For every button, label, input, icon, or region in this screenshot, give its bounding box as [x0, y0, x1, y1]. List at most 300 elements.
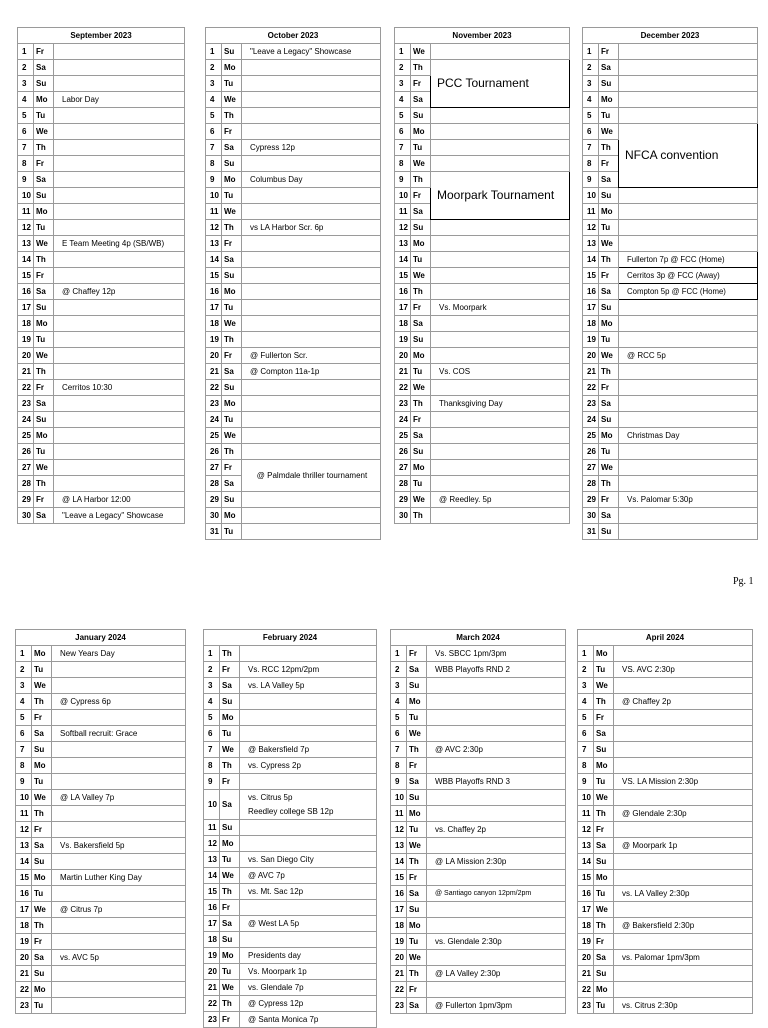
day-event — [242, 396, 381, 412]
day-number: 10 — [391, 790, 407, 806]
day-of-week: Sa — [411, 204, 431, 220]
day-row — [204, 1012, 377, 1028]
day-row — [16, 822, 186, 838]
day-row — [16, 854, 186, 870]
day-number: 19 — [16, 934, 32, 950]
day-of-week: Tu — [407, 710, 427, 726]
day-event — [431, 284, 570, 300]
day-number: 12 — [18, 220, 34, 236]
day-number: 20 — [206, 348, 222, 364]
day-row — [204, 884, 377, 900]
day-event — [242, 188, 381, 204]
day-number: 3 — [204, 678, 220, 694]
month-title: February 2024 — [204, 630, 377, 646]
day-number: 15 — [206, 268, 222, 284]
day-event — [54, 124, 185, 140]
day-event: Labor Day — [54, 92, 185, 108]
day-of-week: Fr — [407, 758, 427, 774]
day-row — [206, 380, 381, 396]
day-number: 12 — [206, 220, 222, 236]
day-event — [427, 950, 566, 966]
day-number: 12 — [391, 822, 407, 838]
day-of-week: Fr — [34, 380, 54, 396]
day-number: 3 — [18, 76, 34, 92]
day-number: 18 — [206, 316, 222, 332]
day-row — [391, 694, 566, 710]
day-event — [242, 508, 381, 524]
day-row — [395, 220, 570, 236]
day-number: 13 — [395, 236, 411, 252]
day-event — [240, 710, 377, 726]
month-table — [17, 27, 185, 524]
day-event: vs. LA Valley 2:30p — [614, 886, 753, 902]
day-number: 7 — [204, 742, 220, 758]
day-number: 3 — [391, 678, 407, 694]
day-row — [204, 996, 377, 1012]
day-row — [206, 220, 381, 236]
day-number: 12 — [583, 220, 599, 236]
day-of-week: Th — [32, 694, 52, 710]
day-number: 27 — [583, 460, 599, 476]
day-of-week: Th — [599, 252, 619, 268]
day-number: 12 — [395, 220, 411, 236]
day-number: 10 — [204, 790, 220, 820]
day-of-week: Tu — [222, 76, 242, 92]
day-row — [18, 316, 185, 332]
day-of-week: Th — [599, 140, 619, 156]
day-of-week: Tu — [32, 886, 52, 902]
day-number: 10 — [18, 188, 34, 204]
day-event: Martin Luther King Day — [52, 870, 186, 886]
day-event: @ West LA 5p — [240, 916, 377, 932]
day-row — [204, 758, 377, 774]
day-number: 8 — [395, 156, 411, 172]
day-row — [578, 678, 753, 694]
day-of-week: Fr — [222, 236, 242, 252]
day-of-week: We — [599, 124, 619, 140]
day-number: 13 — [16, 838, 32, 854]
day-event — [54, 364, 185, 380]
day-of-week: We — [220, 742, 240, 758]
day-event — [431, 156, 570, 172]
day-number: 23 — [578, 998, 594, 1014]
day-row — [16, 870, 186, 886]
day-row — [578, 822, 753, 838]
day-event — [240, 790, 377, 820]
day-row — [578, 886, 753, 902]
day-row — [578, 726, 753, 742]
day-number: 16 — [391, 886, 407, 902]
day-of-week: Sa — [32, 838, 52, 854]
day-row — [204, 742, 377, 758]
day-of-week: Mo — [220, 948, 240, 964]
day-row — [395, 124, 570, 140]
day-of-week: Sa — [222, 140, 242, 156]
day-event: @ LA Harbor 12:00 — [54, 492, 185, 508]
day-of-week: Fr — [599, 44, 619, 60]
day-row — [395, 476, 570, 492]
day-event — [54, 76, 185, 92]
day-of-week: Mo — [594, 758, 614, 774]
day-row — [578, 934, 753, 950]
day-of-week: Fr — [411, 188, 431, 204]
day-number: 19 — [18, 332, 34, 348]
day-row — [206, 252, 381, 268]
day-row — [18, 236, 185, 252]
day-row — [16, 966, 186, 982]
day-event — [431, 412, 570, 428]
day-number: 15 — [18, 268, 34, 284]
day-row — [206, 332, 381, 348]
day-of-week: Fr — [407, 870, 427, 886]
day-of-week: We — [222, 92, 242, 108]
day-row — [206, 460, 381, 476]
day-number: 15 — [391, 870, 407, 886]
day-event — [614, 758, 753, 774]
day-number: 8 — [16, 758, 32, 774]
day-number: 11 — [18, 204, 34, 220]
day-of-week: Su — [34, 76, 54, 92]
day-event: Vs. Palomar 5:30p — [619, 492, 758, 508]
day-row — [583, 428, 758, 444]
day-number: 7 — [18, 140, 34, 156]
day-number: 9 — [578, 774, 594, 790]
day-event — [52, 918, 186, 934]
day-event — [240, 836, 377, 852]
day-number: 4 — [18, 92, 34, 108]
day-number: 18 — [578, 918, 594, 934]
day-event: vs LA Harbor Scr. 6p — [242, 220, 381, 236]
day-of-week: Tu — [411, 476, 431, 492]
day-row — [206, 444, 381, 460]
day-row — [206, 396, 381, 412]
day-of-week: Mo — [411, 124, 431, 140]
day-number: 16 — [16, 886, 32, 902]
month-title: March 2024 — [391, 630, 566, 646]
day-row — [578, 646, 753, 662]
day-row — [16, 950, 186, 966]
day-event — [427, 870, 566, 886]
day-number: 25 — [18, 428, 34, 444]
day-of-week: Su — [220, 820, 240, 836]
day-of-week: Tu — [599, 220, 619, 236]
day-of-week: Fr — [220, 774, 240, 790]
day-event — [54, 412, 185, 428]
day-event — [619, 108, 758, 124]
day-event — [52, 822, 186, 838]
day-event — [427, 678, 566, 694]
day-row — [204, 726, 377, 742]
day-event: Cypress 12p — [242, 140, 381, 156]
day-event — [242, 428, 381, 444]
day-event — [242, 300, 381, 316]
day-of-week: We — [407, 950, 427, 966]
day-number: 26 — [206, 444, 222, 460]
day-of-week: Fr — [599, 156, 619, 172]
day-number: 19 — [578, 934, 594, 950]
day-row — [18, 140, 185, 156]
day-event: Vs. RCC 12pm/2pm — [240, 662, 377, 678]
day-number: 7 — [578, 742, 594, 758]
day-event — [54, 188, 185, 204]
day-row — [18, 332, 185, 348]
day-of-week: Th — [594, 694, 614, 710]
day-event — [619, 412, 758, 428]
day-event — [614, 646, 753, 662]
day-of-week: Tu — [411, 364, 431, 380]
day-number: 10 — [16, 790, 32, 806]
month-title: April 2024 — [578, 630, 753, 646]
day-row — [391, 870, 566, 886]
day-of-week: We — [32, 678, 52, 694]
day-event — [619, 316, 758, 332]
day-row — [578, 806, 753, 822]
day-number: 9 — [391, 774, 407, 790]
day-event — [242, 76, 381, 92]
day-event — [242, 92, 381, 108]
day-event: vs. AVC 5p — [52, 950, 186, 966]
day-number: 1 — [206, 44, 222, 60]
day-number: 25 — [206, 428, 222, 444]
day-number: 7 — [16, 742, 32, 758]
day-of-week: Fr — [407, 646, 427, 662]
day-of-week: Fr — [34, 156, 54, 172]
day-row — [206, 188, 381, 204]
month-title: November 2023 — [395, 28, 570, 44]
day-of-week: Mo — [594, 870, 614, 886]
day-number: 26 — [18, 444, 34, 460]
day-of-week: Th — [34, 476, 54, 492]
day-number: 8 — [18, 156, 34, 172]
day-of-week: Mo — [222, 60, 242, 76]
day-event — [52, 806, 186, 822]
day-row — [206, 76, 381, 92]
day-of-week: We — [220, 980, 240, 996]
day-of-week: Fr — [34, 492, 54, 508]
day-of-week: Su — [32, 854, 52, 870]
day-row — [395, 172, 570, 188]
day-number: 28 — [395, 476, 411, 492]
day-of-week: We — [599, 236, 619, 252]
day-row — [583, 44, 758, 60]
day-event: @ Chaffey 12p — [54, 284, 185, 300]
day-row — [583, 524, 758, 540]
day-row — [395, 252, 570, 268]
day-of-week: Su — [594, 966, 614, 982]
day-of-week: Su — [599, 300, 619, 316]
day-number: 28 — [583, 476, 599, 492]
day-row — [18, 124, 185, 140]
day-of-week: Fr — [594, 710, 614, 726]
day-of-week: We — [599, 348, 619, 364]
day-number: 14 — [583, 252, 599, 268]
day-event: @ AVC 2:30p — [427, 742, 566, 758]
day-number: 14 — [204, 868, 220, 884]
day-row — [206, 316, 381, 332]
day-of-week: Su — [220, 932, 240, 948]
day-row — [583, 492, 758, 508]
day-of-week: We — [222, 428, 242, 444]
day-event — [52, 678, 186, 694]
day-event — [614, 710, 753, 726]
day-of-week: Th — [411, 172, 431, 188]
day-number: 1 — [18, 44, 34, 60]
day-of-week: We — [411, 156, 431, 172]
day-row — [578, 790, 753, 806]
day-event — [54, 476, 185, 492]
day-number: 16 — [583, 284, 599, 300]
day-number: 6 — [395, 124, 411, 140]
day-event: Columbus Day — [242, 172, 381, 188]
day-event: @ Santiago canyon 12pm/2pm — [427, 886, 566, 902]
day-of-week: Tu — [34, 108, 54, 124]
day-row — [391, 806, 566, 822]
day-event: Vs. COS — [431, 364, 570, 380]
day-event — [619, 476, 758, 492]
day-number: 21 — [206, 364, 222, 380]
day-row — [16, 886, 186, 902]
day-number: 6 — [583, 124, 599, 140]
day-row — [204, 646, 377, 662]
day-number: 6 — [391, 726, 407, 742]
day-of-week: Mo — [411, 236, 431, 252]
day-of-week: Su — [32, 966, 52, 982]
day-of-week: Tu — [222, 188, 242, 204]
day-event — [427, 902, 566, 918]
day-of-week: Th — [222, 108, 242, 124]
day-of-week: Fr — [594, 934, 614, 950]
day-row — [583, 380, 758, 396]
day-event — [242, 492, 381, 508]
day-of-week: Th — [407, 966, 427, 982]
day-event — [619, 508, 758, 524]
day-event — [242, 412, 381, 428]
day-row — [206, 124, 381, 140]
day-number: 13 — [391, 838, 407, 854]
day-of-week: Sa — [599, 172, 619, 188]
day-row — [583, 332, 758, 348]
day-of-week: Th — [411, 396, 431, 412]
day-of-week: Sa — [411, 428, 431, 444]
day-number: 6 — [578, 726, 594, 742]
day-event — [619, 300, 758, 316]
day-of-week: We — [34, 348, 54, 364]
day-event — [431, 236, 570, 252]
day-number: 31 — [583, 524, 599, 540]
day-row — [578, 710, 753, 726]
day-number: 12 — [204, 836, 220, 852]
day-row — [583, 412, 758, 428]
day-event: @ Citrus 7p — [52, 902, 186, 918]
day-event — [619, 396, 758, 412]
day-event: Softball recruit: Grace — [52, 726, 186, 742]
day-event — [427, 806, 566, 822]
day-row — [206, 492, 381, 508]
day-number: 1 — [204, 646, 220, 662]
day-of-week: Sa — [599, 508, 619, 524]
day-event — [54, 204, 185, 220]
day-of-week: Sa — [32, 950, 52, 966]
day-of-week: Fr — [407, 982, 427, 998]
day-of-week: Tu — [34, 332, 54, 348]
day-row — [583, 124, 758, 140]
day-row — [204, 694, 377, 710]
day-of-week: We — [34, 124, 54, 140]
day-row — [391, 886, 566, 902]
day-of-week: Su — [222, 44, 242, 60]
day-row — [391, 966, 566, 982]
day-number: 22 — [395, 380, 411, 396]
day-of-week: Sa — [220, 678, 240, 694]
day-row — [204, 964, 377, 980]
day-row — [583, 476, 758, 492]
day-of-week: Su — [34, 188, 54, 204]
day-number: 8 — [391, 758, 407, 774]
convention-event: NFCA convention — [619, 124, 758, 188]
day-number: 11 — [578, 806, 594, 822]
day-row — [204, 852, 377, 868]
day-row — [206, 348, 381, 364]
day-number: 2 — [578, 662, 594, 678]
day-number: 14 — [391, 854, 407, 870]
day-row — [578, 774, 753, 790]
day-event — [619, 220, 758, 236]
day-row — [204, 678, 377, 694]
day-event: Vs. Bakersfield 5p — [52, 838, 186, 854]
day-number: 17 — [204, 916, 220, 932]
day-row — [395, 348, 570, 364]
day-of-week: Mo — [34, 316, 54, 332]
day-row — [391, 742, 566, 758]
day-event: vs. Palomar 1pm/3pm — [614, 950, 753, 966]
day-row — [204, 916, 377, 932]
day-number: 20 — [18, 348, 34, 364]
day-number: 20 — [391, 950, 407, 966]
day-of-week: Tu — [32, 774, 52, 790]
day-of-week: Sa — [407, 774, 427, 790]
day-number: 18 — [18, 316, 34, 332]
day-event — [431, 332, 570, 348]
day-of-week: Su — [599, 76, 619, 92]
day-number: 4 — [16, 694, 32, 710]
day-of-week: We — [594, 790, 614, 806]
day-row — [395, 300, 570, 316]
day-number: 15 — [16, 870, 32, 886]
day-event: @ Chaffey 2p — [614, 694, 753, 710]
day-number: 1 — [578, 646, 594, 662]
day-of-week: Su — [32, 742, 52, 758]
day-row — [206, 268, 381, 284]
day-number: 4 — [204, 694, 220, 710]
day-of-week: Tu — [599, 444, 619, 460]
day-number: 17 — [395, 300, 411, 316]
day-row — [16, 758, 186, 774]
day-of-week: Fr — [220, 1012, 240, 1028]
day-event — [240, 726, 377, 742]
day-event: WBB Playoffs RND 3 — [427, 774, 566, 790]
day-of-week: Su — [222, 156, 242, 172]
event-line: vs. Citrus 5p — [248, 792, 293, 802]
day-row — [395, 140, 570, 156]
day-event — [431, 268, 570, 284]
day-number: 4 — [578, 694, 594, 710]
day-number: 22 — [18, 380, 34, 396]
day-number: 11 — [204, 820, 220, 836]
day-row — [18, 364, 185, 380]
day-of-week: Mo — [411, 348, 431, 364]
day-row — [391, 758, 566, 774]
day-row — [18, 220, 185, 236]
